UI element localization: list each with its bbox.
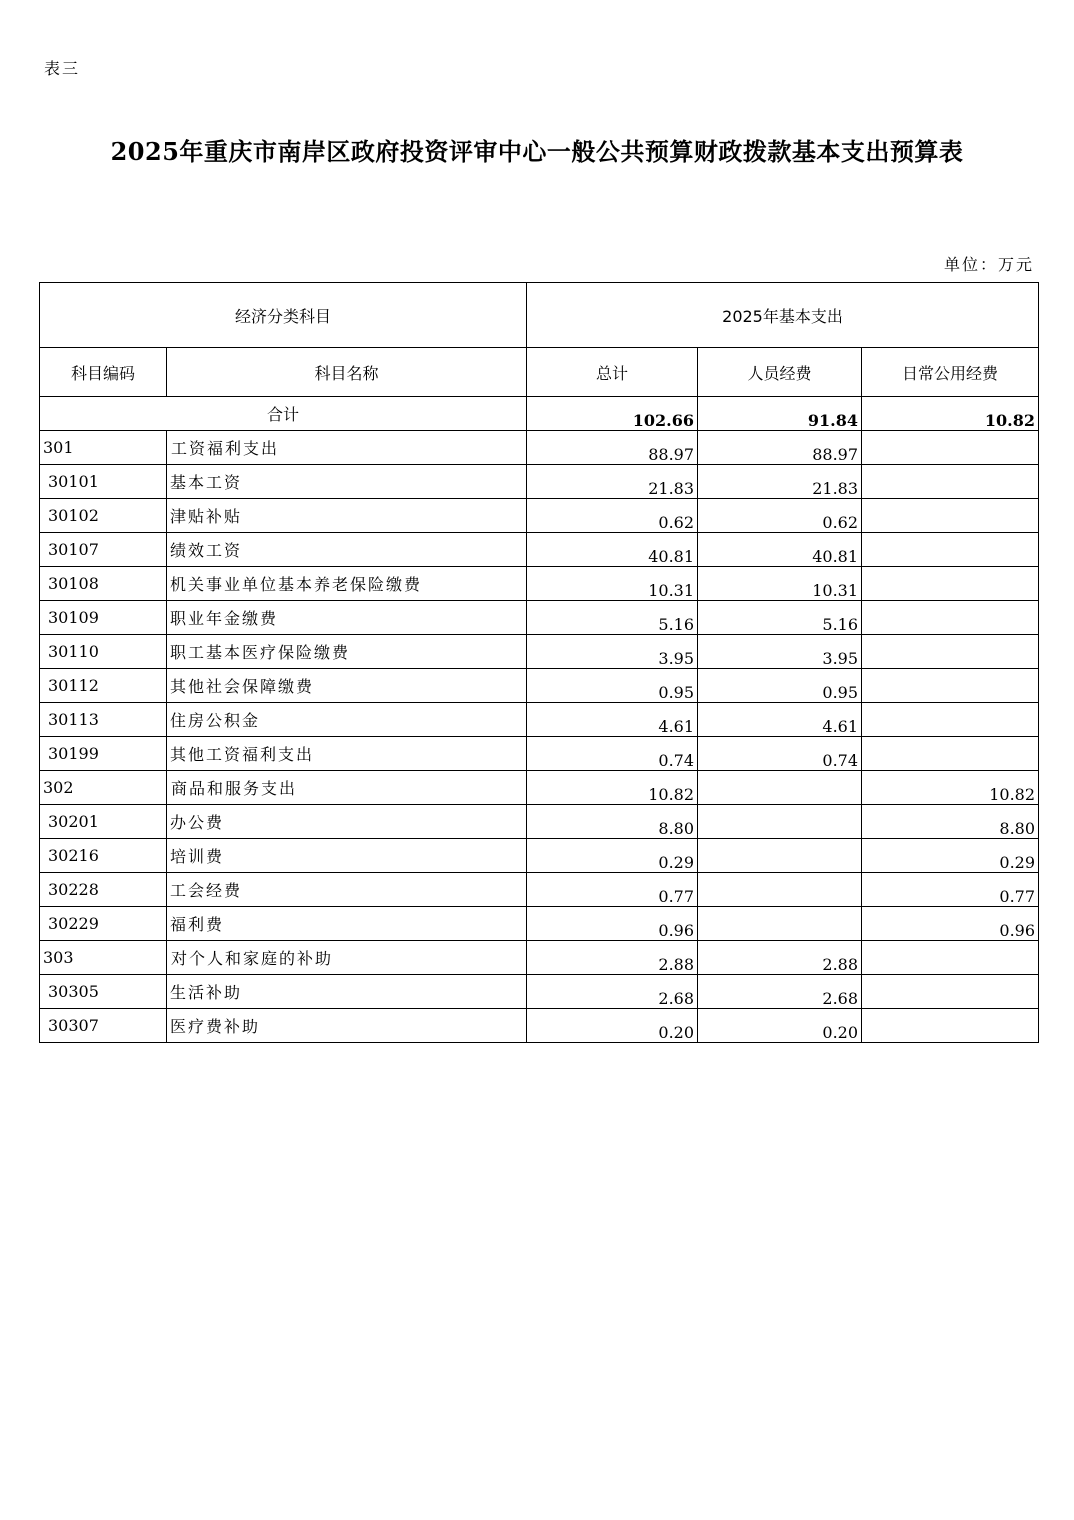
subject-name-cell: 住房公积金 [167,703,527,737]
subject-code-cell: 303 [40,941,167,975]
subject-name-cell: 福利费 [167,907,527,941]
personnel-cost-cell: 0.20 [698,1009,862,1043]
subject-code-cell: 30199 [40,737,167,771]
subject-name-cell: 培训费 [167,839,527,873]
header-total: 总计 [527,348,698,397]
personnel-cost-cell: 40.81 [698,533,862,567]
total-cell: 2.68 [527,975,698,1009]
total-cell: 0.96 [527,907,698,941]
table-row [40,941,1039,975]
subject-code-cell: 30305 [40,975,167,1009]
subject-name-cell: 其他工资福利支出 [167,737,527,771]
total-cell: 4.61 [527,703,698,737]
public-cost-cell: 0.29 [862,839,1039,873]
budget-table [39,282,1039,1043]
personnel-cost-cell: 0.62 [698,499,862,533]
total-cell: 10.31 [527,567,698,601]
subject-code-cell: 301 [40,431,167,465]
subject-code-cell: 30102 [40,499,167,533]
personnel-cost-cell: 2.88 [698,941,862,975]
personnel-cost-cell: 2.68 [698,975,862,1009]
public-cost-cell [862,601,1039,635]
total-cell: 0.95 [527,669,698,703]
total-cell: 21.83 [527,465,698,499]
public-cost-cell: 10.82 [862,771,1039,805]
unit-label: 单位：万元 [943,255,1034,274]
subject-name-cell: 机关事业单位基本养老保险缴费 [167,567,527,601]
subject-name-cell: 职工基本医疗保险缴费 [167,635,527,669]
total-cell: 0.29 [527,839,698,873]
personnel-cost-cell: 88.97 [698,431,862,465]
table-label: 表三 [44,59,81,78]
subject-code-cell: 30110 [40,635,167,669]
subject-name-cell: 工会经费 [167,873,527,907]
personnel-cost-cell: 3.95 [698,635,862,669]
subject-code-cell: 30229 [40,907,167,941]
header-basic-expenditure: 2025年基本支出 [527,283,1039,348]
header-column-row [40,348,1039,397]
public-cost-cell [862,431,1039,465]
personnel-cost-cell: 21.83 [698,465,862,499]
table-row [40,669,1039,703]
total-public-value: 10.82 [862,397,1039,431]
personnel-cost-cell [698,771,862,805]
subject-name-cell: 工资福利支出 [167,431,527,465]
table-row [40,431,1039,465]
header-subject-name: 科目名称 [167,348,527,397]
subject-name-cell: 对个人和家庭的补助 [167,941,527,975]
public-cost-cell [862,703,1039,737]
subject-name-cell: 商品和服务支出 [167,771,527,805]
total-cell: 0.20 [527,1009,698,1043]
total-cell: 5.16 [527,601,698,635]
public-cost-cell: 8.80 [862,805,1039,839]
table-row [40,567,1039,601]
personnel-cost-cell [698,805,862,839]
total-cell: 88.97 [527,431,698,465]
budget-table-body [40,283,1039,1043]
subject-name-cell: 其他社会保障缴费 [167,669,527,703]
total-personnel-value: 91.84 [698,397,862,431]
subject-code-cell: 30101 [40,465,167,499]
subject-name-cell: 津贴补贴 [167,499,527,533]
total-cell: 2.88 [527,941,698,975]
table-row [40,805,1039,839]
total-cell: 0.62 [527,499,698,533]
public-cost-cell [862,635,1039,669]
personnel-cost-cell: 5.16 [698,601,862,635]
table-row [40,907,1039,941]
total-cell: 8.80 [527,805,698,839]
table-row [40,635,1039,669]
header-subject-code: 科目编码 [40,348,167,397]
header-personnel-cost: 人员经费 [698,348,862,397]
public-cost-cell [862,499,1039,533]
subject-code-cell: 302 [40,771,167,805]
table-row [40,737,1039,771]
personnel-cost-cell: 0.95 [698,669,862,703]
table-row [40,771,1039,805]
total-cell: 0.74 [527,737,698,771]
subject-name-cell: 绩效工资 [167,533,527,567]
subject-code-cell: 30109 [40,601,167,635]
subject-name-cell: 基本工资 [167,465,527,499]
personnel-cost-cell [698,839,862,873]
total-cell: 0.77 [527,873,698,907]
public-cost-cell [862,465,1039,499]
subject-code-cell: 30107 [40,533,167,567]
table-row [40,1009,1039,1043]
personnel-cost-cell: 10.31 [698,567,862,601]
subject-code-cell: 30216 [40,839,167,873]
total-value: 102.66 [527,397,698,431]
subject-name-cell: 办公费 [167,805,527,839]
public-cost-cell [862,669,1039,703]
subject-code-cell: 30307 [40,1009,167,1043]
personnel-cost-cell [698,907,862,941]
table-row [40,975,1039,1009]
personnel-cost-cell: 0.74 [698,737,862,771]
personnel-cost-cell: 4.61 [698,703,862,737]
total-row [40,397,1039,431]
subject-code-cell: 30228 [40,873,167,907]
total-label: 合计 [40,397,527,431]
subject-name-cell: 职业年金缴费 [167,601,527,635]
table-row [40,499,1039,533]
table-row [40,703,1039,737]
public-cost-cell [862,533,1039,567]
subject-code-cell: 30201 [40,805,167,839]
subject-code-cell: 30112 [40,669,167,703]
total-cell: 10.82 [527,771,698,805]
header-economic-classification: 经济分类科目 [40,283,527,348]
table-row [40,601,1039,635]
table-row [40,533,1039,567]
table-row [40,465,1039,499]
public-cost-cell [862,1009,1039,1043]
header-public-cost: 日常公用经费 [862,348,1039,397]
total-cell: 3.95 [527,635,698,669]
subject-name-cell: 生活补助 [167,975,527,1009]
subject-name-cell: 医疗费补助 [167,1009,527,1043]
total-cell: 40.81 [527,533,698,567]
page-title: 2025年重庆市南岸区政府投资评审中心一般公共预算财政拨款基本支出预算表 [110,137,964,166]
table-row [40,839,1039,873]
header-group-row [40,283,1039,348]
public-cost-cell: 0.77 [862,873,1039,907]
public-cost-cell [862,975,1039,1009]
public-cost-cell [862,567,1039,601]
subject-code-cell: 30113 [40,703,167,737]
public-cost-cell [862,737,1039,771]
personnel-cost-cell [698,873,862,907]
subject-code-cell: 30108 [40,567,167,601]
public-cost-cell: 0.96 [862,907,1039,941]
table-row [40,873,1039,907]
public-cost-cell [862,941,1039,975]
